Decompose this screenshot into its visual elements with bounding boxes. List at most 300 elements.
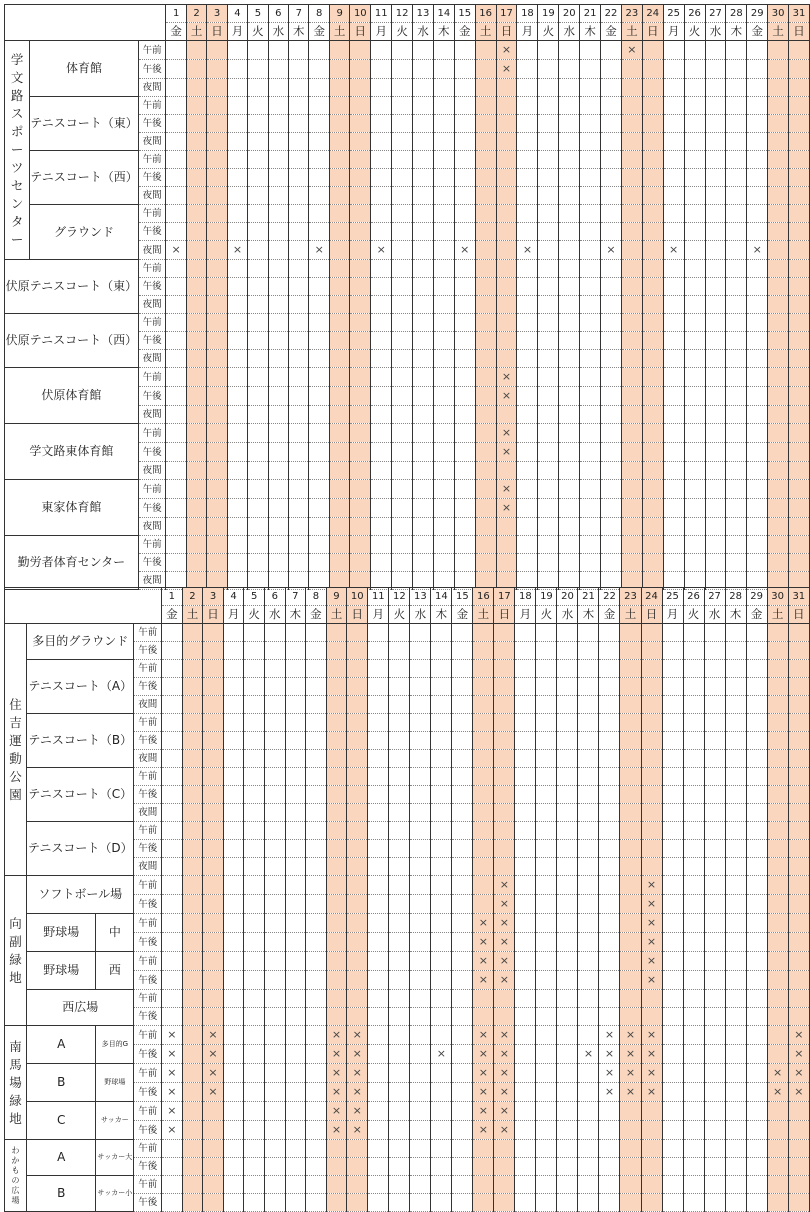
schedule-cell[interactable] xyxy=(641,1102,662,1121)
schedule-cell[interactable] xyxy=(746,971,767,990)
schedule-cell[interactable] xyxy=(326,750,347,768)
schedule-cell[interactable] xyxy=(329,350,349,368)
schedule-cell[interactable] xyxy=(264,895,285,914)
schedule-cell[interactable] xyxy=(683,786,704,804)
schedule-cell[interactable] xyxy=(768,60,789,79)
schedule-cell[interactable] xyxy=(350,278,371,296)
schedule-cell[interactable] xyxy=(747,41,768,60)
schedule-cell[interactable] xyxy=(166,518,186,536)
schedule-cell[interactable] xyxy=(642,169,663,187)
schedule-cell[interactable] xyxy=(725,624,746,642)
schedule-cell[interactable] xyxy=(285,1140,306,1158)
schedule-cell[interactable] xyxy=(371,296,392,314)
schedule-cell[interactable] xyxy=(768,223,789,241)
schedule-cell[interactable] xyxy=(620,895,641,914)
schedule-cell[interactable] xyxy=(368,804,389,822)
schedule-cell[interactable] xyxy=(705,97,726,115)
schedule-cell[interactable] xyxy=(704,1008,725,1026)
schedule-cell[interactable] xyxy=(223,1158,244,1176)
schedule-cell[interactable] xyxy=(454,462,475,480)
schedule-cell[interactable] xyxy=(454,115,475,133)
schedule-cell[interactable] xyxy=(663,241,684,260)
schedule-cell[interactable] xyxy=(767,660,788,678)
schedule-cell[interactable] xyxy=(789,462,810,480)
schedule-cell[interactable] xyxy=(620,952,641,971)
schedule-cell[interactable] xyxy=(746,678,767,696)
schedule-cell[interactable] xyxy=(371,41,392,60)
schedule-cell[interactable] xyxy=(392,241,413,260)
schedule-cell[interactable] xyxy=(368,840,389,858)
schedule-cell[interactable] xyxy=(368,822,389,840)
schedule-cell[interactable] xyxy=(368,1026,389,1045)
schedule-cell[interactable] xyxy=(642,462,663,480)
schedule-cell[interactable] xyxy=(725,1083,746,1102)
schedule-cell[interactable] xyxy=(704,858,725,876)
schedule-cell[interactable] xyxy=(789,443,810,462)
schedule-cell[interactable] xyxy=(392,406,413,424)
schedule-cell[interactable] xyxy=(747,314,768,332)
schedule-cell[interactable] xyxy=(166,41,186,60)
schedule-cell[interactable] xyxy=(475,332,496,350)
schedule-cell[interactable] xyxy=(599,768,620,786)
schedule-cell[interactable] xyxy=(515,1045,536,1064)
schedule-cell[interactable] xyxy=(410,624,431,642)
schedule-cell[interactable] xyxy=(309,480,329,499)
schedule-cell[interactable] xyxy=(452,714,473,732)
schedule-cell[interactable] xyxy=(182,1158,203,1176)
schedule-cell[interactable] xyxy=(326,1194,347,1212)
schedule-cell[interactable] xyxy=(433,41,454,60)
schedule-cell[interactable] xyxy=(705,368,726,387)
schedule-cell[interactable] xyxy=(306,822,327,840)
schedule-cell[interactable] xyxy=(788,914,809,933)
schedule-cell[interactable] xyxy=(662,660,683,678)
schedule-cell[interactable] xyxy=(496,169,517,187)
schedule-cell[interactable] xyxy=(203,642,224,660)
schedule-cell[interactable] xyxy=(350,480,371,499)
schedule-cell[interactable] xyxy=(515,786,536,804)
schedule-cell[interactable] xyxy=(789,296,810,314)
schedule-cell[interactable] xyxy=(601,480,622,499)
schedule-cell[interactable] xyxy=(705,133,726,151)
schedule-cell[interactable] xyxy=(642,314,663,332)
schedule-cell[interactable] xyxy=(663,387,684,406)
schedule-cell[interactable] xyxy=(413,205,434,223)
schedule-cell[interactable] xyxy=(788,1158,809,1176)
schedule-cell[interactable] xyxy=(747,187,768,205)
schedule-cell[interactable] xyxy=(620,678,641,696)
schedule-cell[interactable] xyxy=(684,443,705,462)
schedule-cell[interactable] xyxy=(704,786,725,804)
schedule-cell[interactable] xyxy=(268,97,288,115)
schedule-cell[interactable] xyxy=(162,990,183,1008)
schedule-cell[interactable] xyxy=(662,768,683,786)
schedule-cell[interactable] xyxy=(371,241,392,260)
schedule-cell[interactable] xyxy=(788,1121,809,1140)
schedule-cell[interactable] xyxy=(515,1064,536,1083)
schedule-cell[interactable] xyxy=(413,260,434,278)
schedule-cell[interactable] xyxy=(767,642,788,660)
schedule-cell[interactable] xyxy=(601,462,622,480)
schedule-cell[interactable] xyxy=(389,914,410,933)
schedule-cell[interactable] xyxy=(641,1026,662,1045)
schedule-cell[interactable] xyxy=(788,933,809,952)
schedule-cell[interactable] xyxy=(517,350,538,368)
schedule-cell[interactable] xyxy=(227,406,247,424)
schedule-cell[interactable] xyxy=(621,554,642,572)
schedule-cell[interactable] xyxy=(371,60,392,79)
schedule-cell[interactable] xyxy=(536,840,557,858)
schedule-cell[interactable] xyxy=(347,1121,368,1140)
schedule-cell[interactable] xyxy=(705,205,726,223)
schedule-cell[interactable] xyxy=(350,115,371,133)
schedule-cell[interactable] xyxy=(641,678,662,696)
schedule-cell[interactable] xyxy=(268,406,288,424)
schedule-cell[interactable] xyxy=(496,314,517,332)
schedule-cell[interactable] xyxy=(350,205,371,223)
schedule-cell[interactable] xyxy=(207,554,227,572)
schedule-cell[interactable] xyxy=(223,876,244,895)
schedule-cell[interactable] xyxy=(683,1083,704,1102)
schedule-cell[interactable] xyxy=(268,368,288,387)
schedule-cell[interactable] xyxy=(162,678,183,696)
schedule-cell[interactable] xyxy=(538,223,559,241)
schedule-cell[interactable] xyxy=(473,822,494,840)
schedule-cell[interactable] xyxy=(662,876,683,895)
schedule-cell[interactable] xyxy=(662,786,683,804)
schedule-cell[interactable] xyxy=(309,278,329,296)
schedule-cell[interactable] xyxy=(186,60,206,79)
schedule-cell[interactable] xyxy=(475,554,496,572)
schedule-cell[interactable] xyxy=(389,678,410,696)
schedule-cell[interactable] xyxy=(473,952,494,971)
schedule-cell[interactable] xyxy=(413,424,434,443)
schedule-cell[interactable] xyxy=(473,971,494,990)
schedule-cell[interactable] xyxy=(599,933,620,952)
schedule-cell[interactable] xyxy=(389,696,410,714)
schedule-cell[interactable] xyxy=(309,60,329,79)
schedule-cell[interactable] xyxy=(268,187,288,205)
schedule-cell[interactable] xyxy=(306,876,327,895)
schedule-cell[interactable] xyxy=(473,660,494,678)
schedule-cell[interactable] xyxy=(663,278,684,296)
schedule-cell[interactable] xyxy=(663,462,684,480)
schedule-cell[interactable] xyxy=(641,642,662,660)
schedule-cell[interactable] xyxy=(726,332,747,350)
schedule-cell[interactable] xyxy=(207,278,227,296)
schedule-cell[interactable] xyxy=(223,804,244,822)
schedule-cell[interactable] xyxy=(580,79,601,97)
schedule-cell[interactable] xyxy=(538,278,559,296)
schedule-cell[interactable] xyxy=(329,205,349,223)
schedule-cell[interactable] xyxy=(433,260,454,278)
schedule-cell[interactable] xyxy=(662,642,683,660)
schedule-cell[interactable] xyxy=(392,97,413,115)
schedule-cell[interactable] xyxy=(621,296,642,314)
schedule-cell[interactable] xyxy=(557,1140,578,1158)
schedule-cell[interactable] xyxy=(223,971,244,990)
schedule-cell[interactable] xyxy=(747,499,768,518)
schedule-cell[interactable] xyxy=(410,822,431,840)
schedule-cell[interactable] xyxy=(496,133,517,151)
schedule-cell[interactable] xyxy=(473,1158,494,1176)
schedule-cell[interactable] xyxy=(223,914,244,933)
schedule-cell[interactable] xyxy=(517,406,538,424)
schedule-cell[interactable] xyxy=(494,786,515,804)
schedule-cell[interactable] xyxy=(747,223,768,241)
schedule-cell[interactable] xyxy=(683,750,704,768)
schedule-cell[interactable] xyxy=(705,278,726,296)
schedule-cell[interactable] xyxy=(494,1083,515,1102)
schedule-cell[interactable] xyxy=(289,151,309,169)
schedule-cell[interactable] xyxy=(620,660,641,678)
schedule-cell[interactable] xyxy=(578,952,599,971)
schedule-cell[interactable] xyxy=(684,260,705,278)
schedule-cell[interactable] xyxy=(389,732,410,750)
schedule-cell[interactable] xyxy=(746,750,767,768)
schedule-cell[interactable] xyxy=(329,296,349,314)
schedule-cell[interactable] xyxy=(747,518,768,536)
schedule-cell[interactable] xyxy=(621,406,642,424)
schedule-cell[interactable] xyxy=(347,1045,368,1064)
schedule-cell[interactable] xyxy=(768,115,789,133)
schedule-cell[interactable] xyxy=(244,642,265,660)
schedule-cell[interactable] xyxy=(289,205,309,223)
schedule-cell[interactable] xyxy=(536,696,557,714)
schedule-cell[interactable] xyxy=(166,97,186,115)
schedule-cell[interactable] xyxy=(452,1008,473,1026)
schedule-cell[interactable] xyxy=(725,914,746,933)
schedule-cell[interactable] xyxy=(452,895,473,914)
schedule-cell[interactable] xyxy=(559,424,580,443)
schedule-cell[interactable] xyxy=(473,696,494,714)
schedule-cell[interactable] xyxy=(473,1064,494,1083)
schedule-cell[interactable] xyxy=(473,914,494,933)
schedule-cell[interactable] xyxy=(431,1064,452,1083)
schedule-cell[interactable] xyxy=(392,79,413,97)
schedule-cell[interactable] xyxy=(557,876,578,895)
schedule-cell[interactable] xyxy=(536,1176,557,1194)
schedule-cell[interactable] xyxy=(223,840,244,858)
schedule-cell[interactable] xyxy=(350,97,371,115)
schedule-cell[interactable] xyxy=(285,1194,306,1212)
schedule-cell[interactable] xyxy=(663,368,684,387)
schedule-cell[interactable] xyxy=(580,368,601,387)
schedule-cell[interactable] xyxy=(309,169,329,187)
schedule-cell[interactable] xyxy=(494,696,515,714)
schedule-cell[interactable] xyxy=(599,1045,620,1064)
schedule-cell[interactable] xyxy=(410,642,431,660)
schedule-cell[interactable] xyxy=(326,714,347,732)
schedule-cell[interactable] xyxy=(223,1064,244,1083)
schedule-cell[interactable] xyxy=(306,1026,327,1045)
schedule-cell[interactable] xyxy=(789,133,810,151)
schedule-cell[interactable] xyxy=(747,536,768,554)
schedule-cell[interactable] xyxy=(515,714,536,732)
schedule-cell[interactable] xyxy=(347,642,368,660)
schedule-cell[interactable] xyxy=(389,1083,410,1102)
schedule-cell[interactable] xyxy=(536,1026,557,1045)
schedule-cell[interactable] xyxy=(306,914,327,933)
schedule-cell[interactable] xyxy=(268,260,288,278)
schedule-cell[interactable] xyxy=(371,406,392,424)
schedule-cell[interactable] xyxy=(599,858,620,876)
schedule-cell[interactable] xyxy=(788,876,809,895)
schedule-cell[interactable] xyxy=(166,223,186,241)
schedule-cell[interactable] xyxy=(496,536,517,554)
schedule-cell[interactable] xyxy=(309,41,329,60)
schedule-cell[interactable] xyxy=(683,1194,704,1212)
schedule-cell[interactable] xyxy=(309,79,329,97)
schedule-cell[interactable] xyxy=(473,1102,494,1121)
schedule-cell[interactable] xyxy=(227,424,247,443)
schedule-cell[interactable] xyxy=(515,804,536,822)
schedule-cell[interactable] xyxy=(186,480,206,499)
schedule-cell[interactable] xyxy=(684,332,705,350)
schedule-cell[interactable] xyxy=(683,876,704,895)
schedule-cell[interactable] xyxy=(413,536,434,554)
schedule-cell[interactable] xyxy=(452,822,473,840)
schedule-cell[interactable] xyxy=(557,1045,578,1064)
schedule-cell[interactable] xyxy=(746,1194,767,1212)
schedule-cell[interactable] xyxy=(454,368,475,387)
schedule-cell[interactable] xyxy=(704,642,725,660)
schedule-cell[interactable] xyxy=(746,1140,767,1158)
schedule-cell[interactable] xyxy=(517,278,538,296)
schedule-cell[interactable] xyxy=(454,499,475,518)
schedule-cell[interactable] xyxy=(186,205,206,223)
schedule-cell[interactable] xyxy=(392,296,413,314)
schedule-cell[interactable] xyxy=(306,933,327,952)
schedule-cell[interactable] xyxy=(767,914,788,933)
schedule-cell[interactable] xyxy=(368,624,389,642)
schedule-cell[interactable] xyxy=(392,424,413,443)
schedule-cell[interactable] xyxy=(289,60,309,79)
schedule-cell[interactable] xyxy=(473,732,494,750)
schedule-cell[interactable] xyxy=(788,840,809,858)
schedule-cell[interactable] xyxy=(494,1008,515,1026)
schedule-cell[interactable] xyxy=(264,1194,285,1212)
schedule-cell[interactable] xyxy=(268,387,288,406)
schedule-cell[interactable] xyxy=(557,822,578,840)
schedule-cell[interactable] xyxy=(452,971,473,990)
schedule-cell[interactable] xyxy=(350,443,371,462)
schedule-cell[interactable] xyxy=(559,350,580,368)
schedule-cell[interactable] xyxy=(641,1158,662,1176)
schedule-cell[interactable] xyxy=(496,296,517,314)
schedule-cell[interactable] xyxy=(285,1176,306,1194)
schedule-cell[interactable] xyxy=(162,1008,183,1026)
schedule-cell[interactable] xyxy=(392,169,413,187)
schedule-cell[interactable] xyxy=(475,241,496,260)
schedule-cell[interactable] xyxy=(538,536,559,554)
schedule-cell[interactable] xyxy=(705,443,726,462)
schedule-cell[interactable] xyxy=(431,750,452,768)
schedule-cell[interactable] xyxy=(268,169,288,187)
schedule-cell[interactable] xyxy=(227,223,247,241)
schedule-cell[interactable] xyxy=(705,554,726,572)
schedule-cell[interactable] xyxy=(704,876,725,895)
schedule-cell[interactable] xyxy=(621,387,642,406)
schedule-cell[interactable] xyxy=(515,768,536,786)
schedule-cell[interactable] xyxy=(704,1140,725,1158)
schedule-cell[interactable] xyxy=(182,696,203,714)
schedule-cell[interactable] xyxy=(368,1102,389,1121)
schedule-cell[interactable] xyxy=(162,750,183,768)
schedule-cell[interactable] xyxy=(641,786,662,804)
schedule-cell[interactable] xyxy=(166,554,186,572)
schedule-cell[interactable] xyxy=(166,241,186,260)
schedule-cell[interactable] xyxy=(726,260,747,278)
schedule-cell[interactable] xyxy=(557,768,578,786)
schedule-cell[interactable] xyxy=(162,642,183,660)
schedule-cell[interactable] xyxy=(538,97,559,115)
schedule-cell[interactable] xyxy=(182,914,203,933)
schedule-cell[interactable] xyxy=(368,952,389,971)
schedule-cell[interactable] xyxy=(433,187,454,205)
schedule-cell[interactable] xyxy=(517,169,538,187)
schedule-cell[interactable] xyxy=(641,952,662,971)
schedule-cell[interactable] xyxy=(642,278,663,296)
schedule-cell[interactable] xyxy=(789,97,810,115)
schedule-cell[interactable] xyxy=(389,840,410,858)
schedule-cell[interactable] xyxy=(410,914,431,933)
schedule-cell[interactable] xyxy=(559,133,580,151)
schedule-cell[interactable] xyxy=(725,1064,746,1083)
schedule-cell[interactable] xyxy=(248,314,268,332)
schedule-cell[interactable] xyxy=(244,895,265,914)
schedule-cell[interactable] xyxy=(268,314,288,332)
schedule-cell[interactable] xyxy=(580,424,601,443)
schedule-cell[interactable] xyxy=(768,205,789,223)
schedule-cell[interactable] xyxy=(768,518,789,536)
schedule-cell[interactable] xyxy=(746,660,767,678)
schedule-cell[interactable] xyxy=(684,41,705,60)
schedule-cell[interactable] xyxy=(538,368,559,387)
schedule-cell[interactable] xyxy=(289,41,309,60)
schedule-cell[interactable] xyxy=(496,223,517,241)
schedule-cell[interactable] xyxy=(496,424,517,443)
schedule-cell[interactable] xyxy=(268,60,288,79)
schedule-cell[interactable] xyxy=(538,518,559,536)
schedule-cell[interactable] xyxy=(347,732,368,750)
schedule-cell[interactable] xyxy=(767,933,788,952)
schedule-cell[interactable] xyxy=(309,368,329,387)
schedule-cell[interactable] xyxy=(371,97,392,115)
schedule-cell[interactable] xyxy=(248,480,268,499)
schedule-cell[interactable] xyxy=(244,1026,265,1045)
schedule-cell[interactable] xyxy=(704,768,725,786)
schedule-cell[interactable] xyxy=(557,1008,578,1026)
schedule-cell[interactable] xyxy=(368,732,389,750)
schedule-cell[interactable] xyxy=(517,332,538,350)
schedule-cell[interactable] xyxy=(642,79,663,97)
schedule-cell[interactable] xyxy=(704,822,725,840)
schedule-cell[interactable] xyxy=(684,60,705,79)
schedule-cell[interactable] xyxy=(726,60,747,79)
schedule-cell[interactable] xyxy=(494,804,515,822)
schedule-cell[interactable] xyxy=(601,350,622,368)
schedule-cell[interactable] xyxy=(347,895,368,914)
schedule-cell[interactable] xyxy=(599,1083,620,1102)
schedule-cell[interactable] xyxy=(473,876,494,895)
schedule-cell[interactable] xyxy=(350,462,371,480)
schedule-cell[interactable] xyxy=(326,822,347,840)
schedule-cell[interactable] xyxy=(248,41,268,60)
schedule-cell[interactable] xyxy=(326,1008,347,1026)
schedule-cell[interactable] xyxy=(557,952,578,971)
schedule-cell[interactable] xyxy=(789,205,810,223)
